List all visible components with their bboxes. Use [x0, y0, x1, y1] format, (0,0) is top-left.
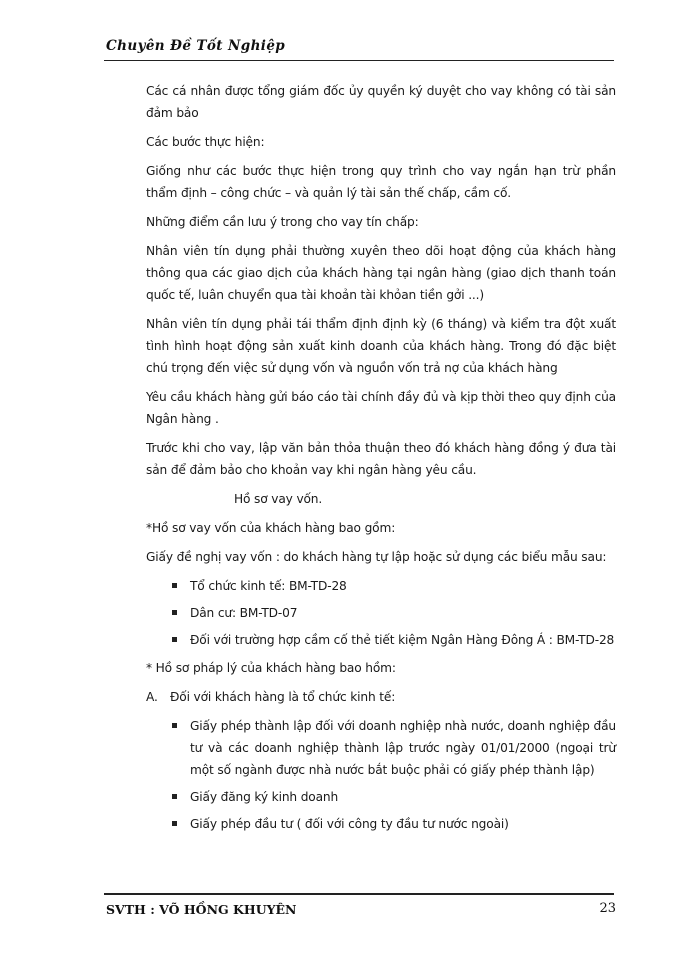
- section-heading: Hồ sơ vay vốn.: [234, 492, 323, 506]
- list-item: Đối với trường hợp cầm cố thẻ tiết kiệm Ngân Hàng Đông Á : BM-TD-28: [172, 629, 616, 651]
- square-bullet-icon: [172, 723, 177, 728]
- paragraph: * Hồ sơ pháp lý của khách hàng bao hồm:: [146, 661, 396, 675]
- paragraph: Các cá nhân được tổng giám đốc ủy quyền ký duyệt cho vay không có tài sản đảm bảo: [146, 84, 616, 120]
- header-title: Chuyên Đề Tốt Nghiệp: [106, 38, 286, 54]
- paragraph: Những điểm cần lưu ý trong cho vay tín chấp:: [146, 215, 419, 229]
- square-bullet-icon: [172, 610, 177, 615]
- paragraph: Nhân viên tín dụng phải thường xuyên theo dõi hoạt động của khách hàng thông qua các giao dịch của khách hàng tại ngân hàng (giao dịch thanh toán quốc tế, luân chuyển qua tài khoản tài khỏan tiền gởi ...): [146, 244, 616, 302]
- paragraph: Giấy đề nghị vay vốn : do khách hàng tự lập hoặc sử dụng các biểu mẫu sau:: [146, 550, 607, 564]
- paragraph: Các bước thực hiện:: [146, 135, 265, 149]
- list-item: Tổ chức kinh tế: BM-TD-28: [172, 575, 616, 597]
- list-item: Giấy phép đầu tư ( đối với công ty đầu tư nước ngoài): [172, 813, 616, 835]
- letter-marker: A.: [146, 690, 158, 704]
- square-bullet-icon: [172, 821, 177, 826]
- form-list: [146, 575, 616, 651]
- square-bullet-icon: [172, 794, 177, 799]
- paragraph: Giống như các bước thực hiện trong quy trình cho vay ngắn hạn trừ phần thẩm định – công chức – và quản lý tài sản thế chấp, cầm cố.: [146, 164, 616, 200]
- paragraph: Trước khi cho vay, lập văn bản thỏa thuận theo đó khách hàng đồng ý đưa tài sản để đảm bảo cho khoản vay khi ngân hàng yêu cầu.: [146, 441, 616, 477]
- list-item: Giấy phép thành lập đối với doanh nghiệp nhà nước, doanh nghiệp đầu tư và các doanh nghiệp thành lập trước ngày 01/01/2000 (ngoại trừ một số ngành được nhà nước bắt buộc phải có giấy phép thành lập): [172, 715, 616, 781]
- paragraph: *Hồ sơ vay vốn của khách hàng bao gồm:: [146, 521, 396, 535]
- body-text: [146, 80, 616, 841]
- paragraph: Nhân viên tín dụng phải tái thẩm định định kỳ (6 tháng) và kiểm tra đột xuất tình hình hoạt động sản xuất kinh doanh của khách hàng. Trong đó đặc biệt chú trọng đến việc sử dụng vốn và nguồn vốn trả nợ của khách hàng: [146, 317, 616, 375]
- footer-author: SVTH : VÕ HỒNG KHUYÊN: [106, 902, 297, 917]
- header-rule: [104, 60, 614, 61]
- list-item: Dân cư: BM-TD-07: [172, 602, 616, 624]
- lettered-heading: A. Đối với khách hàng là tổ chức kinh tế:: [146, 686, 616, 708]
- legal-docs-list: [146, 715, 616, 835]
- square-bullet-icon: [172, 583, 177, 588]
- square-bullet-icon: [172, 637, 177, 642]
- list-item: Giấy đăng ký kinh doanh: [172, 786, 616, 808]
- footer-rule: [104, 893, 614, 895]
- page-number: 23: [599, 901, 616, 916]
- paragraph: Yêu cầu khách hàng gửi báo cáo tài chính đầy đủ và kịp thời theo quy định của Ngân hàng .: [146, 390, 616, 426]
